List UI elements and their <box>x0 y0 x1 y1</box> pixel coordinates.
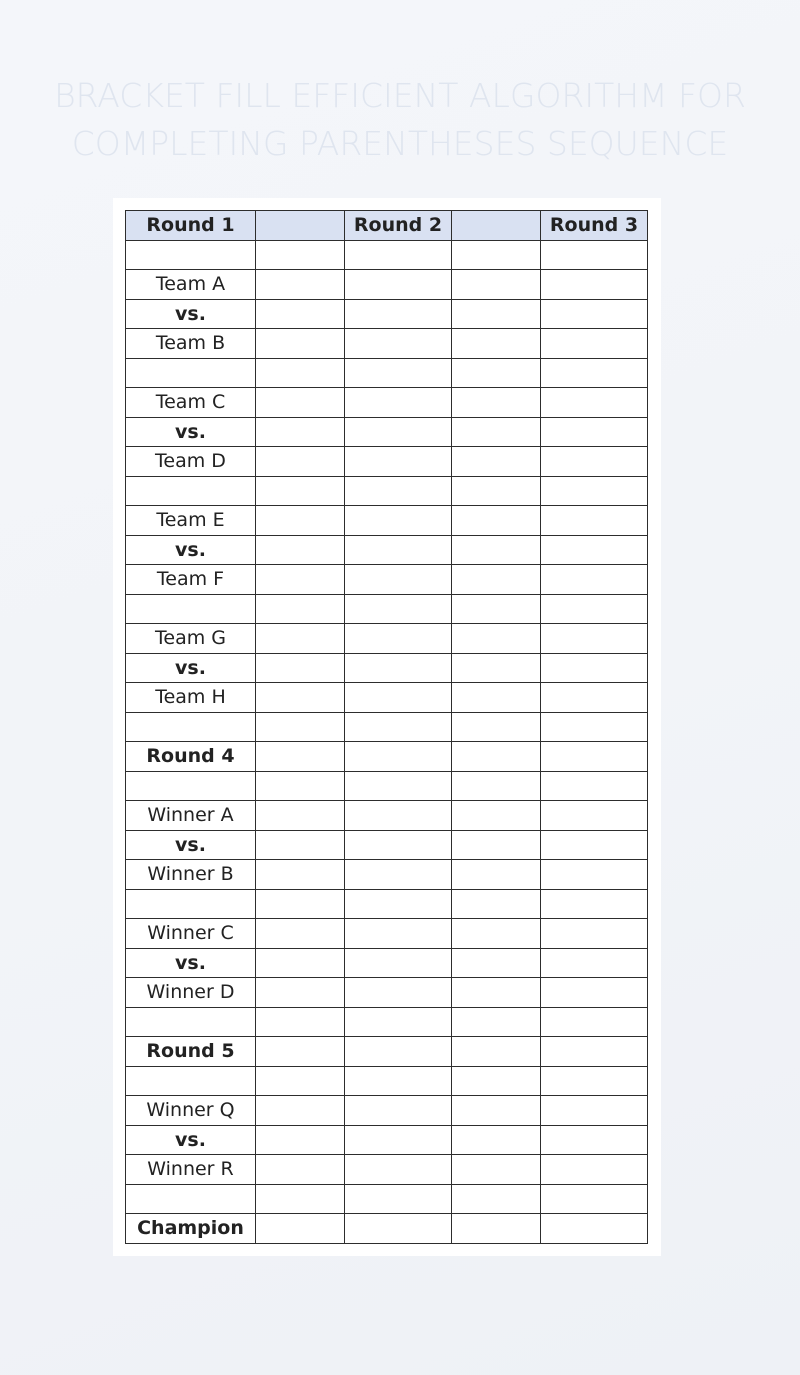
bracket-entry-cell[interactable] <box>345 1155 452 1185</box>
team-label-cell: Winner Q <box>126 1096 256 1126</box>
bracket-entry-cell[interactable] <box>452 240 541 270</box>
bracket-entry-cell[interactable] <box>345 801 452 831</box>
bracket-entry-cell[interactable] <box>256 624 345 654</box>
team-label-cell: Team G <box>126 624 256 654</box>
bracket-entry-cell[interactable] <box>345 653 452 683</box>
bracket-entry-cell[interactable] <box>541 1184 648 1214</box>
bracket-entry-cell[interactable] <box>452 771 541 801</box>
table-row <box>126 830 648 860</box>
bracket-entry-cell[interactable] <box>452 535 541 565</box>
table-row <box>126 742 648 772</box>
bracket-entry-cell[interactable] <box>345 948 452 978</box>
bracket-entry-cell[interactable] <box>256 653 345 683</box>
bracket-entry-cell[interactable] <box>541 594 648 624</box>
table-row <box>126 801 648 831</box>
team-label-cell <box>126 1007 256 1037</box>
bracket-entry-cell[interactable] <box>452 299 541 329</box>
team-label-cell: Team H <box>126 683 256 713</box>
bracket-entry-cell[interactable] <box>452 506 541 536</box>
title-line-1: BRACKET FILL EFFICIENT ALGORITHM FOR <box>54 76 746 115</box>
table-row <box>126 447 648 477</box>
bracket-entry-cell[interactable] <box>452 329 541 359</box>
bracket-entry-cell[interactable] <box>541 978 648 1008</box>
header-blank-2 <box>452 211 541 241</box>
team-label-cell: vs. <box>126 830 256 860</box>
bracket-entry-cell[interactable] <box>345 535 452 565</box>
table-row <box>126 240 648 270</box>
bracket-entry-cell[interactable] <box>345 1066 452 1096</box>
team-label-cell: vs. <box>126 948 256 978</box>
bracket-entry-cell[interactable] <box>256 447 345 477</box>
bracket-entry-cell[interactable] <box>541 653 648 683</box>
bracket-entry-cell[interactable] <box>541 889 648 919</box>
bracket-entry-cell[interactable] <box>541 801 648 831</box>
bracket-entry-cell[interactable] <box>256 1007 345 1037</box>
table-row <box>126 388 648 418</box>
bracket-entry-cell[interactable] <box>345 1214 452 1244</box>
team-label-cell: Champion <box>126 1214 256 1244</box>
bracket-entry-cell[interactable] <box>452 624 541 654</box>
bracket-entry-cell[interactable] <box>541 240 648 270</box>
bracket-entry-cell[interactable] <box>345 506 452 536</box>
bracket-entry-cell[interactable] <box>541 742 648 772</box>
bracket-entry-cell[interactable] <box>345 1096 452 1126</box>
bracket-entry-cell[interactable] <box>452 742 541 772</box>
bracket-entry-cell[interactable] <box>256 1037 345 1067</box>
team-label-cell: Round 4 <box>126 742 256 772</box>
table-row <box>126 299 648 329</box>
bracket-entry-cell[interactable] <box>256 565 345 595</box>
team-label-cell: Team D <box>126 447 256 477</box>
table-row <box>126 1007 648 1037</box>
header-round-2: Round 2 <box>345 211 452 241</box>
bracket-entry-cell[interactable] <box>541 1214 648 1244</box>
team-label-cell: Team A <box>126 270 256 300</box>
header-round-3: Round 3 <box>541 211 648 241</box>
team-label-cell: Winner D <box>126 978 256 1008</box>
table-row <box>126 417 648 447</box>
bracket-entry-cell[interactable] <box>256 830 345 860</box>
table-row <box>126 653 648 683</box>
table-row <box>126 624 648 654</box>
bracket-entry-cell[interactable] <box>256 1155 345 1185</box>
header-blank-1 <box>256 211 345 241</box>
bracket-entry-cell[interactable] <box>256 506 345 536</box>
table-row <box>126 535 648 565</box>
bracket-entry-cell[interactable] <box>452 447 541 477</box>
bracket-entry-cell[interactable] <box>256 1096 345 1126</box>
bracket-entry-cell[interactable] <box>541 565 648 595</box>
table-row <box>126 1125 648 1155</box>
page-title <box>0 72 800 168</box>
bracket-entry-cell[interactable] <box>452 1214 541 1244</box>
bracket-entry-cell[interactable] <box>256 1214 345 1244</box>
team-label-cell <box>126 240 256 270</box>
bracket-entry-cell[interactable] <box>256 388 345 418</box>
table-row <box>126 506 648 536</box>
bracket-entry-cell[interactable] <box>541 476 648 506</box>
bracket-entry-cell[interactable] <box>345 624 452 654</box>
table-row <box>126 1184 648 1214</box>
bracket-entry-cell[interactable] <box>256 240 345 270</box>
bracket-entry-cell[interactable] <box>452 712 541 742</box>
bracket-entry-cell[interactable] <box>452 594 541 624</box>
table-row <box>126 978 648 1008</box>
bracket-entry-cell[interactable] <box>541 1125 648 1155</box>
team-label-cell: Winner B <box>126 860 256 890</box>
bracket-entry-cell[interactable] <box>345 388 452 418</box>
bracket-entry-cell[interactable] <box>256 594 345 624</box>
team-label-cell <box>126 712 256 742</box>
bracket-entry-cell[interactable] <box>256 1066 345 1096</box>
bracket-entry-cell[interactable] <box>345 889 452 919</box>
bracket-entry-cell[interactable] <box>452 683 541 713</box>
bracket-entry-cell[interactable] <box>541 683 648 713</box>
team-label-cell: vs. <box>126 299 256 329</box>
bracket-entry-cell[interactable] <box>541 830 648 860</box>
bracket-entry-cell[interactable] <box>256 978 345 1008</box>
bracket-entry-cell[interactable] <box>452 270 541 300</box>
team-label-cell <box>126 1184 256 1214</box>
bracket-entry-cell[interactable] <box>452 565 541 595</box>
bracket-entry-cell[interactable] <box>345 299 452 329</box>
bracket-entry-cell[interactable] <box>452 1184 541 1214</box>
bracket-entry-cell[interactable] <box>345 565 452 595</box>
bracket-entry-cell[interactable] <box>541 447 648 477</box>
bracket-entry-cell[interactable] <box>541 388 648 418</box>
table-row <box>126 1096 648 1126</box>
bracket-entry-cell[interactable] <box>452 1155 541 1185</box>
team-label-cell: Team E <box>126 506 256 536</box>
table-row <box>126 712 648 742</box>
bracket-entry-cell[interactable] <box>256 535 345 565</box>
table-row <box>126 683 648 713</box>
table-row <box>126 860 648 890</box>
table-row <box>126 1037 648 1067</box>
bracket-entry-cell[interactable] <box>256 801 345 831</box>
bracket-entry-cell[interactable] <box>256 329 345 359</box>
table-row <box>126 1214 648 1244</box>
table-row <box>126 919 648 949</box>
bracket-entry-cell[interactable] <box>345 1007 452 1037</box>
bracket-entry-cell[interactable] <box>256 476 345 506</box>
team-label-cell: Round 5 <box>126 1037 256 1067</box>
bracket-entry-cell[interactable] <box>452 476 541 506</box>
bracket-entry-cell[interactable] <box>541 270 648 300</box>
bracket-entry-cell[interactable] <box>541 948 648 978</box>
team-label-cell: vs. <box>126 653 256 683</box>
table-row <box>126 594 648 624</box>
table-row <box>126 565 648 595</box>
bracket-entry-cell[interactable] <box>345 1184 452 1214</box>
header-round-1: Round 1 <box>126 211 256 241</box>
bracket-entry-cell[interactable] <box>541 860 648 890</box>
team-label-cell: Team F <box>126 565 256 595</box>
team-label-cell <box>126 358 256 388</box>
bracket-entry-cell[interactable] <box>541 624 648 654</box>
bracket-entry-cell[interactable] <box>345 329 452 359</box>
bracket-entry-cell[interactable] <box>256 1125 345 1155</box>
table-row <box>126 1066 648 1096</box>
team-label-cell: Team B <box>126 329 256 359</box>
bracket-entry-cell[interactable] <box>345 240 452 270</box>
team-label-cell: vs. <box>126 535 256 565</box>
bracket-entry-cell[interactable] <box>345 594 452 624</box>
bracket-entry-cell[interactable] <box>452 358 541 388</box>
bracket-entry-cell[interactable] <box>345 860 452 890</box>
team-label-cell: Winner C <box>126 919 256 949</box>
team-label-cell: Winner A <box>126 801 256 831</box>
bracket-entry-cell[interactable] <box>452 653 541 683</box>
team-label-cell <box>126 594 256 624</box>
bracket-entry-cell[interactable] <box>256 712 345 742</box>
bracket-entry-cell[interactable] <box>452 919 541 949</box>
bracket-entry-cell[interactable] <box>452 978 541 1008</box>
bracket-entry-cell[interactable] <box>541 771 648 801</box>
bracket-entry-cell[interactable] <box>452 948 541 978</box>
bracket-entry-cell[interactable] <box>541 1066 648 1096</box>
bracket-entry-cell[interactable] <box>452 860 541 890</box>
bracket-entry-cell[interactable] <box>256 270 345 300</box>
table-row <box>126 889 648 919</box>
bracket-entry-cell[interactable] <box>541 506 648 536</box>
bracket-entry-cell[interactable] <box>452 830 541 860</box>
bracket-entry-cell[interactable] <box>452 1125 541 1155</box>
bracket-entry-cell[interactable] <box>345 1125 452 1155</box>
bracket-entry-cell[interactable] <box>345 712 452 742</box>
table-row <box>126 771 648 801</box>
bracket-entry-cell[interactable] <box>541 535 648 565</box>
bracket-entry-cell[interactable] <box>541 299 648 329</box>
table-row <box>126 270 648 300</box>
bracket-entry-cell[interactable] <box>256 889 345 919</box>
bracket-table <box>125 210 648 1244</box>
bracket-entry-cell[interactable] <box>256 771 345 801</box>
bracket-entry-cell[interactable] <box>345 919 452 949</box>
bracket-entry-cell[interactable] <box>541 1096 648 1126</box>
bracket-entry-cell[interactable] <box>452 1096 541 1126</box>
bracket-entry-cell[interactable] <box>345 358 452 388</box>
bracket-entry-cell[interactable] <box>541 417 648 447</box>
team-label-cell <box>126 771 256 801</box>
table-row <box>126 1155 648 1185</box>
bracket-entry-cell[interactable] <box>541 329 648 359</box>
bracket-entry-cell[interactable] <box>256 417 345 447</box>
header-row <box>126 211 648 241</box>
bracket-entry-cell[interactable] <box>345 771 452 801</box>
bracket-entry-cell[interactable] <box>345 1037 452 1067</box>
table-row <box>126 358 648 388</box>
bracket-entry-cell[interactable] <box>452 1066 541 1096</box>
bracket-entry-cell[interactable] <box>541 1155 648 1185</box>
bracket-entry-cell[interactable] <box>452 889 541 919</box>
table-row <box>126 329 648 359</box>
team-label-cell: vs. <box>126 417 256 447</box>
bracket-entry-cell[interactable] <box>541 1007 648 1037</box>
bracket-entry-cell[interactable] <box>541 1037 648 1067</box>
bracket-entry-cell[interactable] <box>345 830 452 860</box>
bracket-entry-cell[interactable] <box>452 388 541 418</box>
bracket-entry-cell[interactable] <box>256 1184 345 1214</box>
bracket-entry-cell[interactable] <box>541 919 648 949</box>
bracket-entry-cell[interactable] <box>345 742 452 772</box>
team-label-cell: Team C <box>126 388 256 418</box>
title-line-2: COMPLETING PARENTHESES SEQUENCE <box>71 124 729 163</box>
bracket-entry-cell[interactable] <box>345 270 452 300</box>
team-label-cell: vs. <box>126 1125 256 1155</box>
team-label-cell <box>126 889 256 919</box>
bracket-entry-cell[interactable] <box>452 417 541 447</box>
table-row <box>126 476 648 506</box>
bracket-table-body <box>126 211 648 1244</box>
bracket-entry-cell[interactable] <box>256 742 345 772</box>
bracket-entry-cell[interactable] <box>541 358 648 388</box>
bracket-entry-cell[interactable] <box>541 712 648 742</box>
bracket-entry-cell[interactable] <box>256 860 345 890</box>
bracket-entry-cell[interactable] <box>452 1037 541 1067</box>
team-label-cell: Winner R <box>126 1155 256 1185</box>
bracket-sheet <box>113 198 661 1256</box>
bracket-entry-cell[interactable] <box>345 447 452 477</box>
team-label-cell <box>126 1066 256 1096</box>
bracket-entry-cell[interactable] <box>345 978 452 1008</box>
team-label-cell <box>126 476 256 506</box>
bracket-entry-cell[interactable] <box>345 683 452 713</box>
bracket-entry-cell[interactable] <box>256 948 345 978</box>
table-row <box>126 948 648 978</box>
bracket-entry-cell[interactable] <box>256 299 345 329</box>
bracket-entry-cell[interactable] <box>452 801 541 831</box>
bracket-entry-cell[interactable] <box>256 919 345 949</box>
bracket-entry-cell[interactable] <box>345 417 452 447</box>
bracket-entry-cell[interactable] <box>452 1007 541 1037</box>
bracket-entry-cell[interactable] <box>256 683 345 713</box>
bracket-entry-cell[interactable] <box>345 476 452 506</box>
bracket-entry-cell[interactable] <box>256 358 345 388</box>
